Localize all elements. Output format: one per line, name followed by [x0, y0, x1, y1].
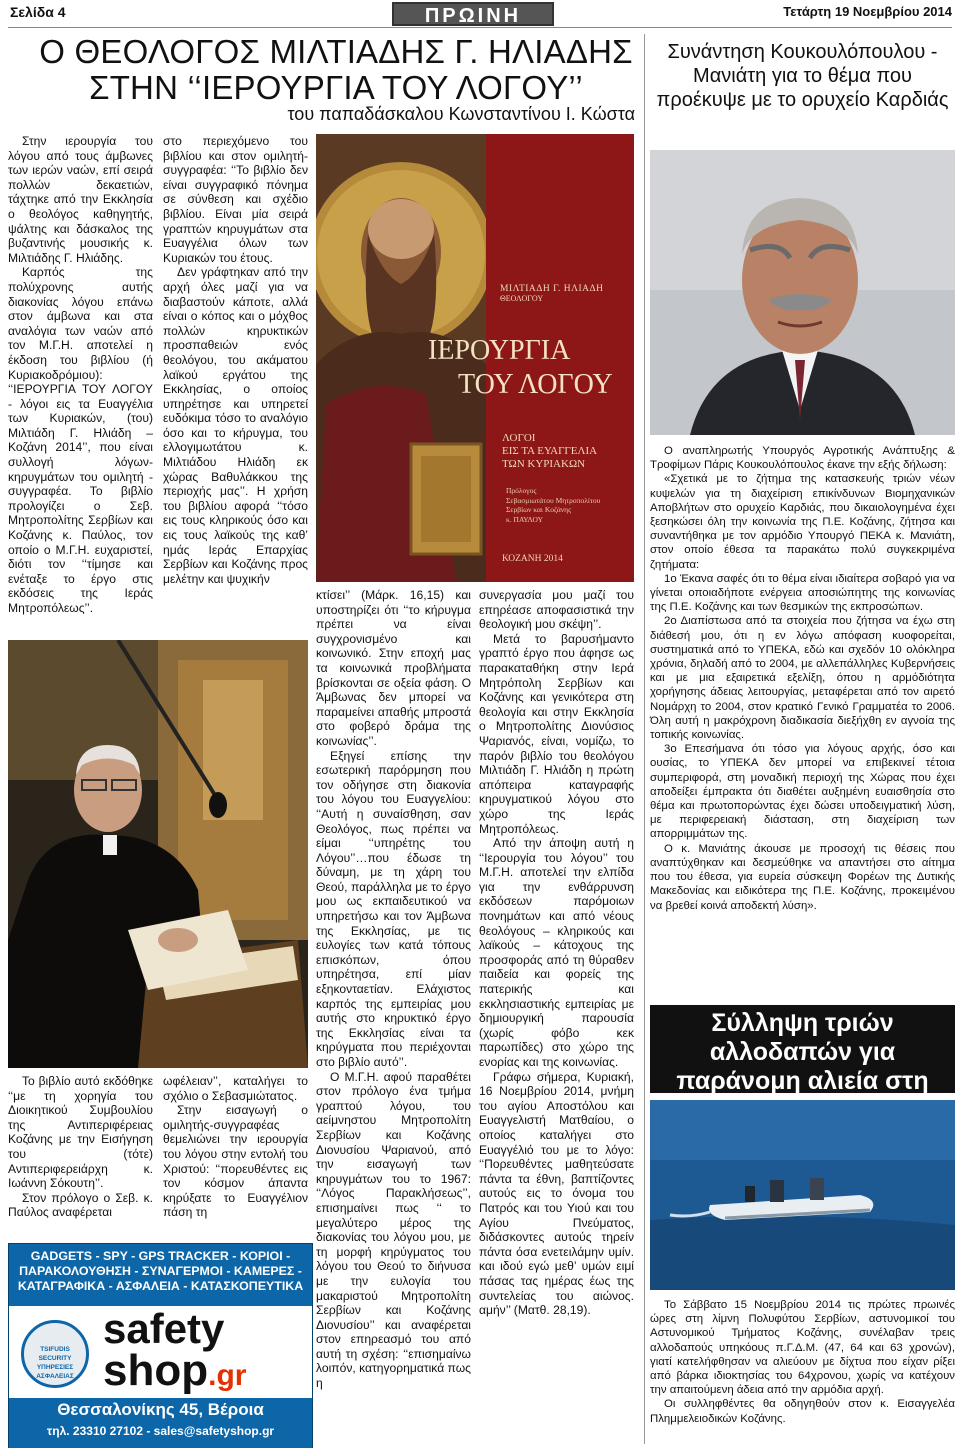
ad-brand-name: safety: [103, 1305, 225, 1352]
article-column-2-top: [163, 134, 308, 586]
column-divider: [644, 34, 645, 1444]
book-prologue-line: κ. ΠΑΥΛΟΥ: [506, 514, 543, 524]
badge-text: TSIFUDIS SECURITY: [38, 1346, 72, 1362]
book-title-line-1: ΙΕΡΟΥΡΓΙΑ: [428, 335, 571, 366]
article-column-1-bottom: [8, 1074, 153, 1220]
article-column-1-top: [8, 134, 153, 616]
article-column-2-bottom: [163, 1074, 308, 1220]
security-badge-icon: [21, 1320, 89, 1388]
paragraph: Οι συλληφθέντες θα οδηγηθούν στον κ. Εισαγγελέα Πλημμελειοδικών Κοζάνης.: [650, 1398, 955, 1425]
paragraph: συνεργασία μου μαζί του επηρέασε αποφασιστικά την θεολογική μου σκέψη’’.: [479, 588, 634, 632]
page-number: Σελίδα 4: [10, 4, 66, 20]
paragraph: ωφέλειαν’’, καταλήγει το σχόλιο ο Σεβασμιώτατος.: [163, 1074, 308, 1103]
book-author-title: ΘΕΟΛΟΓΟΥ: [500, 294, 544, 303]
ad-product-line: GADGETS - SPY - GPS TRACKER - ΚΟΡΙΟΙ -: [30, 1249, 291, 1263]
paragraph: Από την άποψη αυτή η ‘‘Ιερουργία του λόγου’’ του Μ.Γ.Η. αποτελεί την ελπίδα για την ενθάρρυνση εκδόσεων παρόμοιων πονημάτων και από νέους θεολόγους – κληρικούς και λαϊκούς – κάτοχους της προσφοράς από τη θύραθεν παιδεία και φορείς της πατερικής και εκκλησιαστικής εμπειρίας με δημιουργική παρουσία (χωρίς φόβο κεκ παρωπίδες) στο χώρο της ενορίας και της κοινωνίας.: [479, 836, 634, 1069]
ad-contact-info[interactable]: τηλ. 23310 27102 - sales@safetyshop.gr: [46, 1424, 275, 1438]
arrest-article-title: Σύλληψη τριών αλλοδαπών για παράνομη αλιεία στη: [650, 1005, 955, 1093]
ad-product-list: [9, 1244, 312, 1306]
book-subtitle: [502, 432, 632, 471]
ad-brand-shop: shop: [103, 1346, 209, 1395]
paragraph: Ο αναπληρωτής Υπουργός Αγροτικής Ανάπτυξης & Τροφίμων Πάρις Κουκουλόπουλος έκανε την εξής δήλωση:: [650, 445, 955, 472]
safetyshop-advertisement[interactable]: [8, 1243, 313, 1448]
book-prologue-line: Σεβασμιωτάτου Μητροπολίτου: [506, 495, 601, 505]
ad-brand-area: [9, 1306, 312, 1398]
article-column-4: [479, 588, 634, 1318]
book-prologue-line: Πρόλογος: [506, 486, 537, 495]
paragraph: Ο Μ.Γ.Η. αφού παραθέτει στον πρόλογο ένα τμήμα γραπτού λόγου, του αείμνηστου Μητροπολίτη Σερβίων και Κοζάνης Διονυσίου Ψαριανού, από την εισαγωγή των κηρυγμάτων του το 1967: ‘‘Λόγος Παρακλήσεως’’, επισημαίνει πως ‘‘ το μεγαλύτερο μέρος της διακονίας του λόγου μου, με τη μορφή κηρύγματος του λόγου του Θεού το διήνυσα με την ευλογία του μακαριστού Μητροπολίτη Σερβίων και Κοζάνης Διονυσίου’’ και αναφέρεται στον επηρεασμό του από αυτή τη σχέση: ‘‘επισημαίνω λοιπόν, κατηγορηματικά πως η: [316, 1069, 472, 1391]
ad-contact-area: [9, 1398, 312, 1448]
paragraph: κτίσει’’ (Μάρκ. 16,15) και υποστηρίζει ότι ‘‘το κήρυγμα πρέπει να είναι συγχρονισμένο και κοινωνικό. Στην εποχή μας τα κοινωνικά προβλήματα βρίσκονται σε οξεία φάση. Ο Άμβωνας δεν μπορεί να παραμείνει απαθής μπροστά στο φοβερό δράμα της κοινωνίας’’.: [316, 588, 471, 748]
minister-photo: [650, 150, 955, 435]
book-prologue-line: Σερβίων και Κοζάνης: [506, 505, 572, 514]
book-subtitle-line: ΤΩΝ ΚΥΡΙΑΚΩΝ: [502, 458, 586, 470]
ad-product-line: ΚΑΤΑΓΡΑΦΙΚΑ - ΑΣΦΑΛΕΙΑ - ΚΑΤΑΣΚΟΠΕΥΤΙΚΑ: [17, 1279, 304, 1293]
ad-brand-tld: .gr: [208, 1359, 247, 1392]
issue-date: Τετάρτη 19 Νοεμβρίου 2014: [783, 4, 952, 19]
paragraph: Στον πρόλογο ο Σεβ. κ. Παύλος αναφέρεται: [8, 1190, 153, 1220]
header-divider: [8, 27, 952, 28]
right-article-body: [650, 444, 955, 913]
badge-text: ΥΠΗΡΕΣΙΕΣ ΑΣΦΑΛΕΙΑΣ: [36, 1364, 74, 1380]
headline-line-1: Ο ΘΕΟΛΟΓΟΣ ΜΙΛΤΙΑΔΗΣ Γ. ΗΛΙΑΔΗΣ: [39, 33, 633, 70]
speaker-photo-art: [8, 640, 308, 1068]
paragraph: «Σχετικά με το ζήτημα της κατασκευής τριών νέων κυψελών για τη διαχείριση επικίνδυνων Βιομηχανικών Αποβλήτων στο ορυχείο Καρδιάς, που δικαιολογημένα έχει ξεσηκώσει όλη την κοινωνία της Π.Ε. Κοζάνης, ζήτησα και συναντήθηκα με τον αρμόδιο Υπουργό ΠΕΚΑ κ. Μανιάτη, στον οποίο έθεσα τα παρακάτω πολύ συγκεκριμένα ζητήματα:: [650, 473, 955, 571]
lake-boat-photo: [650, 1100, 955, 1290]
paragraph: Εξηγεί επίσης την εσωτερική παρόρμηση που τον οδήγησε στη διακονία του λόγου του Ευαγγελίου: ‘‘Αυτή η συναίσθηση, σαν Θεολόγος, πως πρέπει να είμαι ‘‘υπηρέτης του Λόγου’’…που έδωσε τη δύναμη, με τη χάρη του Θεού, παράλληλα με το έργο μου ως εκπαιδευτικού να υπηρετήσω και τον Άμβωνα της Εκκλησίας, με τις ευλογίες των κατά τόπους επισκόπων, όπου υπηρέτησα, επί μίαν εξηκονταετίαν. Ελάχιστος καρπός της εμπειρίας μου αυτής στο κηρυκτικό έργο της Εκκλησίας είναι τα κηρύγματα που περιέχονται στο βιβλίο αυτό’’.: [316, 748, 471, 1069]
paragraph: Δεν γράφτηκαν από την αρχή όλες μαζί για να διαβαστούν κάποτε, αλλά είναι ο κόπος και ο μόχθος πολλών κηρυκτικών προσπαθειών ενός θεολόγου, του ακάματου λαϊκού εργάτου της Εκκλησίας, ο οποίος υπηρέτησε και υπηρετεί ευδόκιμα τόσο το αναλόγιο όσο και το κήρυγμα, του ελλογιμωτάτου κ. Μιλτιάδου Ηλιάδη εκ χώρας Βαθυλάκκου της περιοχής μας’’. Η χρήση του βιβλίου αφορά ‘‘τόσο εις τους κληρικούς όσο και εις τους λαϊκούς της καθ’ ημάς Ιεράς Επαρχίας Σερβίων και Κοζάνης προς μελέτην και ψυχικήν: [163, 265, 308, 586]
paragraph: Στην εισαγωγή ο ομιλητής-συγγραφέας θεμελιώνει την ιερουργία του λόγου στην εντολή του Χριστού: ‘‘πορευθέντες εις τον κόσμον άπαντα κηρύξατε το Ευαγγέλιον πάση τη: [163, 1103, 308, 1220]
book-subtitle-line: ΛΟΓΟΙ: [502, 432, 536, 444]
ad-product-line: ΠΑΡΑΚΟΛΟΥΘΗΣΗ - ΣΥΝΑΓΕΡΜΟΙ - ΚΑΜΕΡΕΣ -: [19, 1264, 302, 1278]
article-column-3: [316, 588, 471, 1391]
paragraph: Γράφω σήμερα, Κυριακή, 16 Νοεμβρίου 2014, μνήμη του αγίου Αποστόλου και Ευαγγελιστή Ματθαίου, ο οποίος καταλήγει στο Ευαγγέλιό του με το λόγο: ‘‘Πορευθέντες μαθητεύσατε πάντα τα έθνη, βαπτίζοντες αυτούς εις το όνομα του Πατρός και του Υιού και του Αγίου Πνεύματος, διδάσκοντες αυτούς τηρείν πάντα όσα ενετειλάμην υμίν. και ιδού εγώ μεθ’ υμών ειμί πάσας τας ημέρας έως της συντελείας του αιώνος. αμήν’’ (Ματθ. 28,19).: [479, 1069, 634, 1318]
paragraph: 3ο Επεσήμανα ότι τόσο για λόγους αρχής, όσο και ουσίας, το ΥΠΕΚΑ δεν μπορεί να επιβεκινεί τέτοια συμπεριφορά, στη μοναδική περιοχή της Χώρας που έχει αποδείξει έμπρακτα ότι διαθέτει αυξημένη ευαισθησία στο θέμα και πρωτοπορώντας έχει δώσει υποδειγματική λύση, με περιφερειακή διάσταση, στη διαχείριση των απορριμμάτων της.: [650, 743, 955, 841]
book-prologue: [506, 486, 634, 524]
headline-line-2: ΣΤΗΝ ‘‘ΙΕΡΟΥΡΓΙΑ ΤΟΥ ΛΟΓΟΥ’’: [89, 69, 583, 106]
newspaper-logo: ΠΡΩΙΝΗ: [392, 2, 554, 26]
paragraph: Το βιβλίο αυτό εκδόθηκε ‘‘με τη χορηγία του Διοικητικού Συμβουλίου της Αντιπεριφέρειας Κοζάνης με την Εισήγηση του (τότε) Αντιπεριφερειάρχη κ. Ιωάννη Σόκουτη’’.: [8, 1074, 153, 1191]
lake-boat-photo-art: [650, 1100, 955, 1290]
ad-brand-name-2: [103, 1348, 246, 1399]
book-cover-text: [500, 284, 630, 303]
book-subtitle-line: ΕΙΣ ΤΑ ΕΥΑΓΓΕΛΙΑ: [502, 445, 598, 457]
paragraph: Καρπός της πολύχρονης αυτής διακονίας λόγου επάνω στον άμβωνα και στα αναλόγια των ναών από τον Μ.Γ.Η. αποτελεί η έκδοση του βιβλίου (ή Κυριακοδρόμιου): ‘‘ΙΕΡΟΥΡΓΙΑ ΤΟΥ ΛΟΓΟΥ - λόγοι εις τα Ευαγγέλια των Κυριακών, (του) Μιλτιάδη Γ. Ηλιάδη – Κοζάνη 2014’’, που είναι συλλογή λόγων-κηρυγμάτων του ομιλητή - συγγραφέα. Το βιβλίο προλογίζει ο Σεβ. Μητροπολίτης Σερβίων και Κοζάνης κ. Παύλος, τον οποίο ο Μ.Γ.Η. ευχαριστεί, διότι τον ‘‘τίμησε και ενέταξε το έργο στις εκδόσεις της Ιεράς Μητροπόλεως’’.: [8, 265, 153, 615]
arrest-article-body: [650, 1298, 955, 1426]
book-cover-image: [316, 134, 634, 582]
byline: του παπαδάσκαλου Κωνσταντίνου Ι. Κώστα: [287, 104, 635, 124]
book-place-year: ΚΟΖΑΝΗ 2014: [502, 554, 563, 564]
paragraph: στο περιεχόμενο του βιβλίου και στον ομιλητή-συγγραφέα: ‘‘Το βιβλίο δεν είναι συγγραφικό πόνημα σε σύνθεση και σχέδιο βιβλίου. Είναι μία σειρά γραπτών κηρυγμάτων στα Ευαγγέλια όλων των Κυριακών του έτους.: [163, 134, 308, 265]
paragraph: Ο κ. Μανιάτης άκουσε με προσοχή τις θέσεις που αναπτύχθηκαν και δεσμεύθηκε να απαντήσει στο αίτημα που του έθεσα, για ευρεία σύσκεψη Φορέων της Δυτικής Μακεδονίας και ειδικότερα της Π.Ε. Κοζάνης, προκειμένου να βρεθεί κοινά αποδεκτή λύση».: [650, 842, 955, 912]
paragraph: Μετά το βαρυσήμαντο γραπτό έργο που άφησε ως παρακαταθήκη στην Ιερά Μητρόπολη Σερβίων και Κοζάνης και γενικότερα στη θεολογία και στην Εκκλησία ο Μητροπολίτης Διονύσιος Ψαριανός, είναι, νομίζω, το παρόν βιβλίο του θεολόγου Μιλτιάδη Γ. Ηλιάδη η πρώτη απόπειρα καταγραφής κηρυγματικού λόγου στο χώρο της Ιεράς Μητροπόλεως.: [479, 631, 634, 836]
paragraph: Το Σάββατο 15 Νοεμβρίου 2014 τις πρώτες πρωινές ώρες στη λίμνη Πολυφύτου Σερβίων, αστυνομικοί του Αστυνομικού Τμήματος Κοζάνης, συνέλαβαν τρεις αλλοδαπούς υπηκόους π.Γ.Δ.Μ. (47, 64 και 63 χρονών), γιατί κατελήφθησαν να αλιεύουν με δίχτυα που είχαν ρίξει από βάρκα ιδιοκτησίας του 64χρονου, χωρίς να κατέχουν την απαιτούμενη άδεια από την αρμόδια αρχή.: [650, 1299, 955, 1397]
book-title-line-2: ΤΟΥ ΛΟΓΟΥ: [458, 369, 613, 400]
paragraph: 2ο Διαπίστωσα από τα στοιχεία που ζήτησα να έχω στη διάθεσή μου, ότι η εν λόγω απόφαση κυοφορείται, συστηματικά από το ΥΠΕΚΑ, εδώ και σχεδόν 10 ολόκληρα χρόνια, δηλαδή από το 2004, με αλλεπάλληλες Κυβερνήσεις και με μια εξαιρετικά εξελίξη, όπου η αρμόδιότητα χορήγησης άδειας λειτουργίας, μεταφέρεται από τον αιρετό Νομάρχη το 2004, στον κρατικό Γενικό Γραμματέα το 2006. Όλη αυτή η μακρόχρονη διαδικασία διεξήχθη εν αγνοία της τοπικής κοινωνίας.: [650, 615, 955, 742]
right-article-title: Συνάντηση Κουκουλόπουλου - Μανιάτη για το θέμα που προέκυψε με το ορυχείο Καρδιάς: [656, 41, 949, 111]
paragraph: Στην ιερουργία του λόγου από τους άμβωνες των ιερών ναών, επί σειρά πολλών δεκαετιών, τάχτηκε από την Εκκλησία ο θεολόγος καθηγητής, ψάλτης και δάσκαλος της βυζαντινής μουσικής κ. Μιλτιάδης Γ. Ηλιάδης.: [8, 134, 153, 265]
paragraph: 1ο Έκανα σαφές ότι το θέμα είναι ιδιαίτερα σοβαρό για να γίνεται οποιαδήποτε ενέργεια αποσιώπητης της κοινωνίας της Π.Ε. Κοζάνης και των θεσμικών της εκπροσώπων.: [650, 572, 955, 614]
speaker-photo: [8, 640, 308, 1068]
minister-photo-art: [650, 150, 955, 435]
main-headline: [30, 34, 642, 106]
book-author: ΜΙΛΤΙΑΔΗ Γ. ΗΛΙΑΔΗ: [500, 284, 604, 294]
ad-address: Θεσσαλονίκης 45, Βέροια: [57, 1400, 264, 1419]
book-title: [428, 334, 634, 402]
